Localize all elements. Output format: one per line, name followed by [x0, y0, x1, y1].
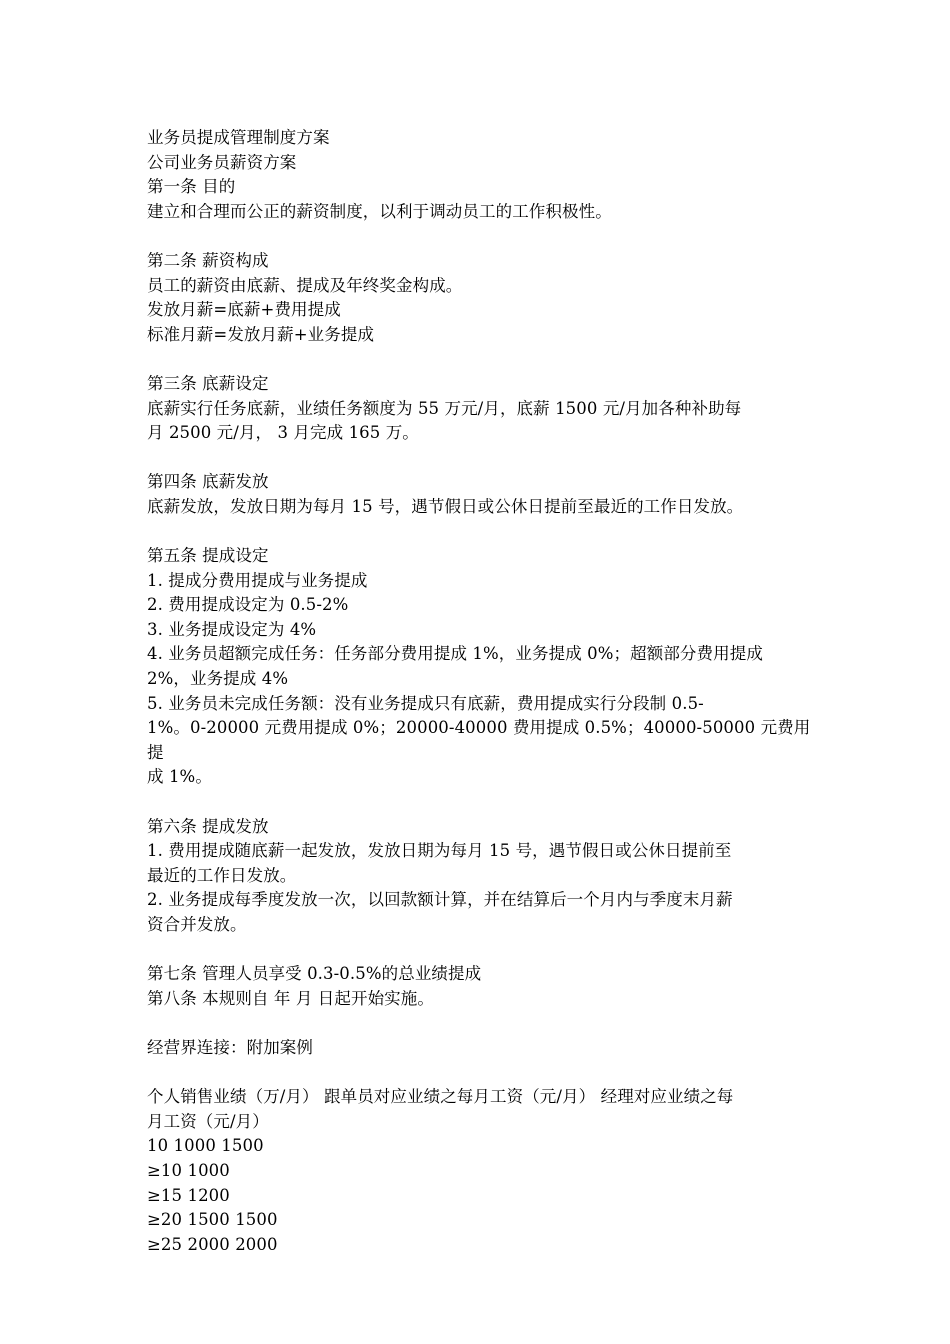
table-row: ≥20 1500 1500 — [147, 1210, 278, 1230]
article-5-item-3: 3. 业务提成设定为 4% — [147, 619, 317, 639]
article-4-heading: 第四条 底薪发放 — [147, 472, 269, 492]
article-5-heading: 第五条 提成设定 — [147, 546, 269, 566]
article-5-item-5: 5. 业务员未完成任务额：没有业务提成只有底薪，费用提成实行分段制 0.5- — [147, 693, 704, 713]
spacer — [147, 1011, 819, 1036]
spacer — [147, 347, 819, 372]
doc-title: 业务员提成管理制度方案 — [147, 128, 330, 147]
doc-subtitle: 公司业务员薪资方案 — [147, 152, 297, 172]
article-6-item-1: 1. 费用提成随底薪一起发放，发放日期为每月 15 号，遇节假日或公休日提前至 — [147, 841, 732, 861]
table-header: 个人销售业绩（万/月） 跟单员对应业绩之每月工资（元/月） 经理对应业绩之每 — [147, 1087, 734, 1107]
article-8: 第八条 本规则自 年 月 日起开始实施。 — [147, 988, 434, 1008]
spacer — [147, 520, 819, 545]
article-3-heading: 第三条 底薪设定 — [147, 373, 269, 393]
article-6-heading: 第六条 提成发放 — [147, 816, 269, 836]
article-2-text: 员工的薪资由底薪、提成及年终奖金构成。 — [147, 275, 463, 295]
article-2-formula-2: 标准月薪=发放月薪+业务提成 — [147, 324, 375, 344]
article-1-heading: 第一条 目的 — [147, 177, 236, 197]
article-1-text: 建立和合理而公正的薪资制度，以利于调动员工的工作积极性。 — [147, 201, 612, 221]
article-2-formula-1: 发放月薪=底薪+费用提成 — [147, 300, 341, 320]
table-row: ≥25 2000 2000 — [147, 1234, 278, 1254]
table-header-cont: 月工资（元/月） — [147, 1111, 269, 1131]
article-5-item-4: 4. 业务员超额完成任务：任务部分费用提成 1%，业务提成 0%；超额部分费用提成 — [147, 644, 763, 664]
spacer — [147, 1061, 819, 1086]
article-5-item-5-cont: 1%。0-20000 元费用提成 0%；20000-40000 费用提成 0.5%；40000-50000 元费用提 — [147, 718, 811, 762]
article-3-text-cont: 月 2500 元/月， 3 月完成 165 万。 — [147, 423, 419, 443]
article-3-text: 底薪实行任务底薪，业绩任务额度为 55 万元/月，底薪 1500 元/月加各种补助每 — [147, 398, 742, 418]
article-5-item-4-cont: 2%，业务提成 4% — [147, 669, 289, 689]
appendix-heading: 经营界连接：附加案例 — [147, 1037, 313, 1057]
spacer — [147, 224, 819, 249]
spacer — [147, 790, 819, 815]
article-2-heading: 第二条 薪资构成 — [147, 250, 269, 270]
article-5-item-2: 2. 费用提成设定为 0.5-2% — [147, 595, 349, 615]
table-row: 10 1000 1500 — [147, 1136, 264, 1156]
article-6-item-2-cont: 资合并发放。 — [147, 915, 247, 934]
document-body — [147, 126, 819, 1257]
table-row: ≥15 1200 — [147, 1185, 230, 1205]
article-4-text: 底薪发放，发放日期为每月 15 号，遇节假日或公休日提前至最近的工作日发放。 — [147, 496, 744, 516]
article-5-item-5-cont-2: 成 1%。 — [147, 767, 212, 787]
article-6-item-2: 2. 业务提成每季度发放一次，以回款额计算，并在结算后一个月内与季度末月薪 — [147, 890, 733, 910]
spacer — [147, 938, 819, 963]
spacer — [147, 446, 819, 471]
article-6-item-1-cont: 最近的工作日发放。 — [147, 865, 297, 885]
table-row: ≥10 1000 — [147, 1160, 230, 1180]
article-5-item-1: 1. 提成分费用提成与业务提成 — [147, 570, 368, 590]
article-7: 第七条 管理人员享受 0.3-0.5%的总业绩提成 — [147, 964, 482, 984]
